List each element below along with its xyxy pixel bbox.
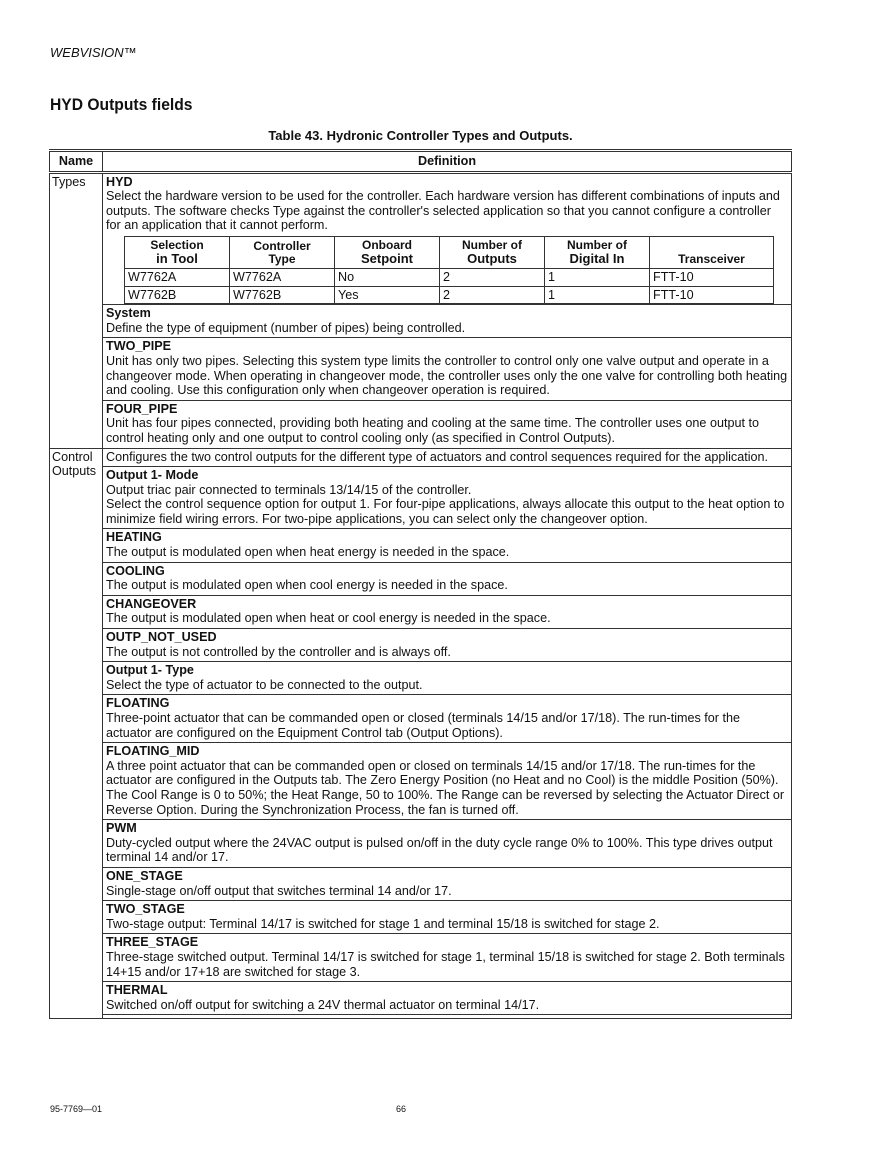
table-row [50, 400, 792, 448]
definition-text: The output is modulated open when cool energy is needed in the space. [106, 578, 508, 593]
definition-cell [103, 595, 792, 628]
document-brand: WEBVISION™ [50, 45, 137, 60]
definition-cell [103, 1015, 792, 1019]
table-row [50, 901, 792, 934]
table-row [50, 448, 792, 467]
hw-cell: FTT-10 [650, 286, 774, 304]
hw-cell: Yes [335, 286, 440, 304]
table-caption: Table 43. Hydronic Controller Types and Outputs. [268, 128, 573, 143]
table-row [50, 934, 792, 982]
hw-cell: W7762A [230, 268, 335, 286]
footer-doc-number: 95-7769—01 [50, 1104, 103, 1114]
definition-cell [103, 305, 792, 338]
row-name-control-outputs: Control Outputs [50, 448, 103, 1019]
table-row [50, 467, 792, 529]
row-name-types: Types [50, 172, 103, 448]
hw-header-digital-in: Number of Digital In [545, 236, 650, 268]
definition-text: Two-stage output: Terminal 14/17 is switched for stage 1 and terminal 15/18 is switched for stage 2. [106, 916, 660, 931]
definition-title: HEATING [106, 530, 162, 545]
definition-title: PWM [106, 821, 137, 836]
hw-header-selection: Selection in Tool [125, 236, 230, 268]
table-row [50, 1015, 792, 1019]
definition-cell [103, 743, 792, 820]
definition-cell [103, 982, 792, 1015]
table-row [50, 305, 792, 338]
table-row [50, 629, 792, 662]
definition-cell [103, 901, 792, 934]
hw-cell: 2 [440, 286, 545, 304]
footer-page-number: 66 [396, 1104, 407, 1114]
definition-cell [103, 820, 792, 868]
definition-title: THREE_STAGE [106, 935, 199, 950]
definition-cell [103, 400, 792, 448]
column-header-definition: Definition [103, 151, 792, 173]
definition-text: The output is modulated open when heat energy is needed in the space. [106, 545, 510, 560]
table-row [50, 743, 792, 820]
definition-title: TWO_PIPE [106, 339, 172, 354]
definition-cell [103, 529, 792, 562]
definition-title: FLOATING [106, 696, 170, 711]
definition-cell [103, 662, 792, 695]
definition-text: Switched on/off output for switching a 24V thermal actuator on terminal 14/17. [106, 997, 540, 1012]
hw-cell: W7762B [125, 286, 230, 304]
definition-title: Output 1- Type [106, 663, 194, 678]
hw-cell: FTT-10 [650, 268, 774, 286]
definition-title: HYD [106, 174, 133, 189]
hw-row [125, 268, 774, 286]
definition-text: The output is modulated open when heat or cool energy is needed in the space. [106, 611, 551, 626]
definition-title: COOLING [106, 563, 165, 578]
hw-header-transceiver: Transceiver [650, 236, 774, 268]
definition-text: Select the type of actuator to be connected to the output. [106, 677, 423, 692]
hw-cell: W7762A [125, 268, 230, 286]
definition-text: Duty-cycled output where the 24VAC output is pulsed on/off in the duty cycle range 0% to 100%. This type drives output terminal 14 and/or 17. [106, 835, 773, 865]
definition-text: Three-point actuator that can be commanded open or closed (terminals 14/15 and/or 17/18). The run-times for the actuator are configured on the Equipment Control tab (Output Options). [106, 711, 741, 740]
hw-header-onboard-setpoint: Onboard Setpoint [335, 236, 440, 268]
table-row [50, 982, 792, 1015]
definition-title: Output 1- Mode [106, 468, 199, 483]
table-row [50, 695, 792, 743]
table-row [50, 662, 792, 695]
hw-cell: 2 [440, 268, 545, 286]
hw-cell: 1 [545, 286, 650, 304]
definition-cell [103, 867, 792, 900]
hw-cell: No [335, 268, 440, 286]
definition-cell [103, 629, 792, 662]
hw-header-controller-type: Controller Type [230, 236, 335, 268]
definition-cell [103, 172, 792, 305]
definition-text: The output is not controlled by the controller and is always off. [106, 644, 451, 659]
table-row [50, 172, 792, 305]
definition-title: CHANGEOVER [106, 596, 197, 611]
definition-text: Select the hardware version to be used for the controller. Each hardware version has different combinations of inputs and outputs. The software checks Type against the controller's selected application so that you cannot configure a controller for an application that it cannot perform. [106, 189, 780, 233]
definition-text: Configures the two control outputs for the different type of actuators and control sequences required for the application. [106, 449, 769, 464]
table-row [50, 820, 792, 868]
hw-cell: 1 [545, 268, 650, 286]
column-header-name: Name [50, 151, 103, 173]
definition-title: ONE_STAGE [106, 868, 183, 883]
definition-title: THERMAL [106, 983, 168, 998]
definition-cell [103, 467, 792, 529]
definition-text: Output triac pair connected to terminals 13/14/15 of the controller. [106, 482, 472, 497]
definition-text: Three-stage switched output. Terminal 14/17 is switched for stage 1, terminal 15/18 is switched for stage 2. Both terminals 14+15 and/or 17+18 are switched for stage 3. [106, 949, 785, 979]
definition-cell [103, 695, 792, 743]
table-row [50, 529, 792, 562]
definition-title: System [106, 306, 151, 321]
definition-cell [103, 934, 792, 982]
definition-text: Define the type of equipment (number of pipes) being controlled. [106, 320, 466, 335]
table-row [50, 562, 792, 595]
definition-text: Select the control sequence option for output 1. For four-pipe applications, always allocate this output to the heat option to minimize field wiring errors. For two-pipe applications, you can select only the changeover option. [106, 497, 785, 526]
definition-cell [103, 338, 792, 400]
definition-text: A three point actuator that can be commanded open or closed on terminals 14/15 and/or 17/18. The run-times for the actuator are configured in the Outputs tab. The Zero Energy Position (no Heat and no Cool) is the middle Position (50%). The Cool Range is 0 to 50%; the Heat Range, 50 to 100%. The Range can be reversed by selecting the Actuator Direct or Reverse Option. During the Synchronization Process, the fan is turned off. [106, 758, 785, 817]
definition-cell [103, 562, 792, 595]
definition-title: FOUR_PIPE [106, 401, 178, 416]
hardware-version-table [124, 236, 774, 304]
table-row [50, 338, 792, 400]
definition-cell [103, 448, 792, 467]
definition-title: OUTP_NOT_USED [106, 630, 217, 645]
definition-text: Unit has four pipes connected, providing both heating and cooling at the same time. The controller uses one output to control heating only and one output to control cooling only (as specified in Control Outputs). [106, 416, 759, 445]
section-title: HYD Outputs fields [50, 95, 193, 114]
hw-header-outputs: Number of Outputs [440, 236, 545, 268]
hw-row [125, 286, 774, 304]
definition-title: TWO_STAGE [106, 902, 185, 917]
definition-text: Unit has only two pipes. Selecting this system type limits the controller to control only one valve output and operate in a changeover mode. When operating in changeover mode, the controller uses only the one valve for controlling both heating and cooling. Use this configuration only when changeover operation is required. [106, 353, 788, 398]
table-row [50, 867, 792, 900]
table-row [50, 595, 792, 628]
hw-cell: W7762B [230, 286, 335, 304]
outputs-table [49, 149, 792, 1019]
definition-text: Single-stage on/off output that switches terminal 14 and/or 17. [106, 883, 452, 898]
definition-title: FLOATING_MID [106, 744, 200, 759]
